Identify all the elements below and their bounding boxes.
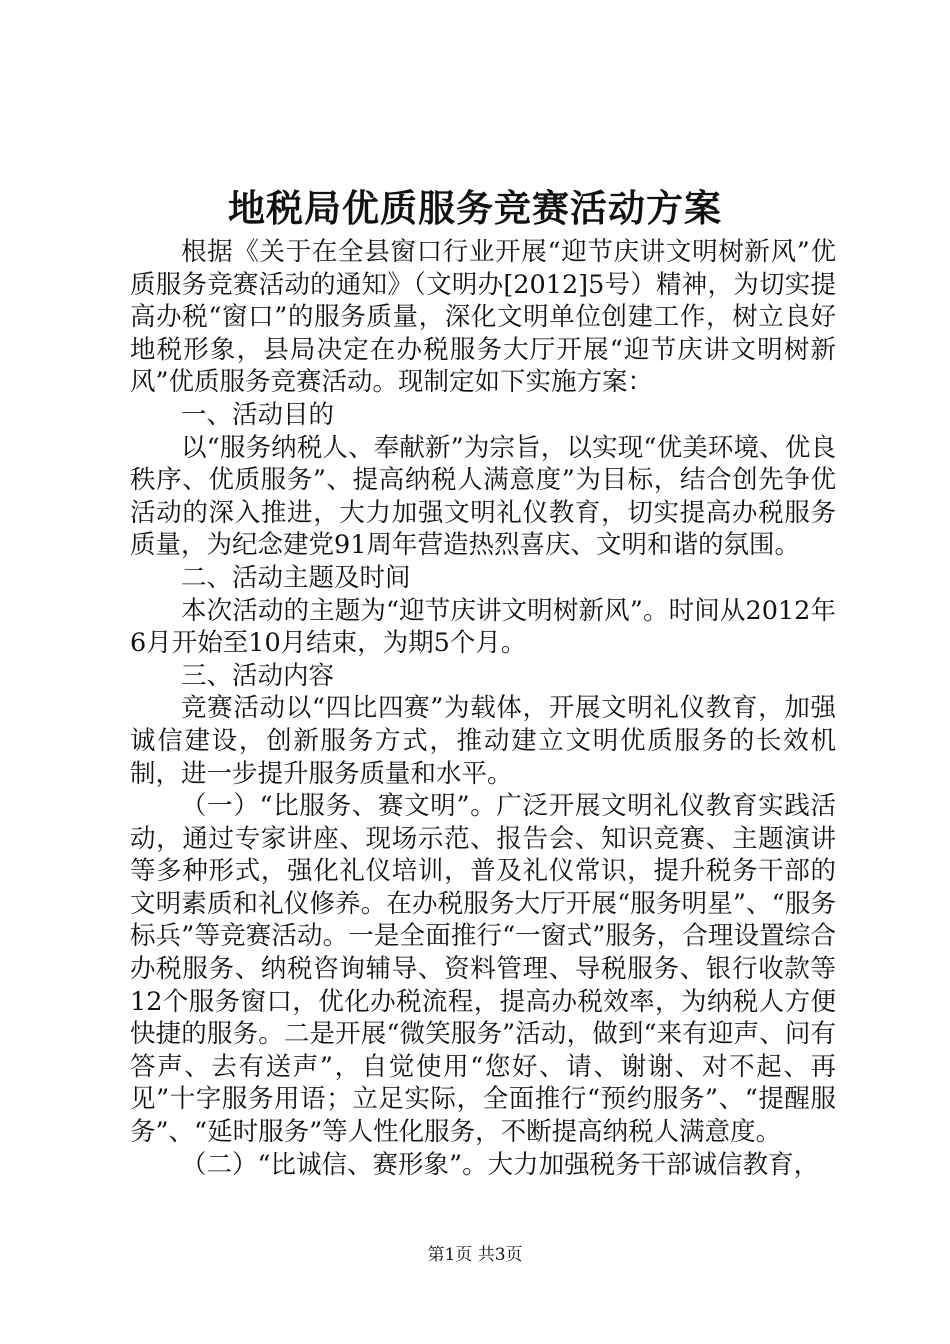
paragraph-theme-time: 本次活动的主题为“迎节庆讲文明树新风”。时间从2012年6月开始至10月结束，为期5个月。	[130, 595, 836, 659]
page-footer: 第1页 共3页	[427, 1245, 523, 1265]
section-heading-content: 三、活动内容	[181, 660, 335, 691]
document-title: 地税局优质服务竞赛活动方案	[228, 186, 722, 230]
section-heading-purpose: 一、活动目的	[181, 399, 335, 430]
paragraph-intro: 根据《关于在全县窗口行业开展“迎节庆讲文明树新风”优质服务竞赛活动的通知》（文明办[2012]5号）精神，为切实提高办税“窗口”的服务质量，深化文明单位创建工作，树立良好地税形象，县局决定在办税服务大厅开展“迎节庆讲文明树新风”优质服务竞赛活动。现制定如下实施方案：	[130, 237, 836, 398]
paragraph-purpose: 以“服务纳税人、奉献新”为宗旨，以实现“优美环境、优良秩序、优质服务”、提高纳税人满意度”为目标，结合创先争优活动的深入推进，大力加强文明礼仪教育，切实提高办税服务质量，为纪念建党91周年营造热烈喜庆、文明和谐的氛围。	[130, 432, 836, 561]
document-body	[130, 236, 836, 1181]
paragraph-item-2: （二）“比诚信、赛形象”。大力加强税务干部诚信教育，	[181, 1149, 820, 1180]
section-heading-theme-time: 二、活动主题及时间	[181, 562, 411, 593]
paragraph-content: 竞赛活动以“四比四赛”为载体，开展文明礼仪教育，加强诚信建设，创新服务方式，推动建立文明优质服务的长效机制，进一步提升服务质量和水平。	[130, 693, 836, 789]
paragraph-item-1: （一）“比服务、赛文明”。广泛开展文明礼仪教育实践活动，通过专家讲座、现场示范、报告会、知识竞赛、主题演讲等多种形式，强化礼仪培训，普及礼仪常识，提升税务干部的文明素质和礼仪修养。在办税服务大厅开展“服务明星”、“服务标兵”等竞赛活动。一是全面推行“一窗式”服务，合理设置综合办税服务、纳税咨询辅导、资料管理、导税服务、银行收款等12个服务窗口，优化办税流程，提高办税效率，为纳税人方便快捷的服务。二是开展“微笑服务”活动，做到“来有迎声、问有答声、去有送声”，自觉使用“您好、请、谢谢、对不起、再见”十字服务用语；立足实际，全面推行“预约服务”、“提醒服务”、“延时服务”等人性化服务，不断提高纳税人满意度。	[130, 791, 836, 1148]
